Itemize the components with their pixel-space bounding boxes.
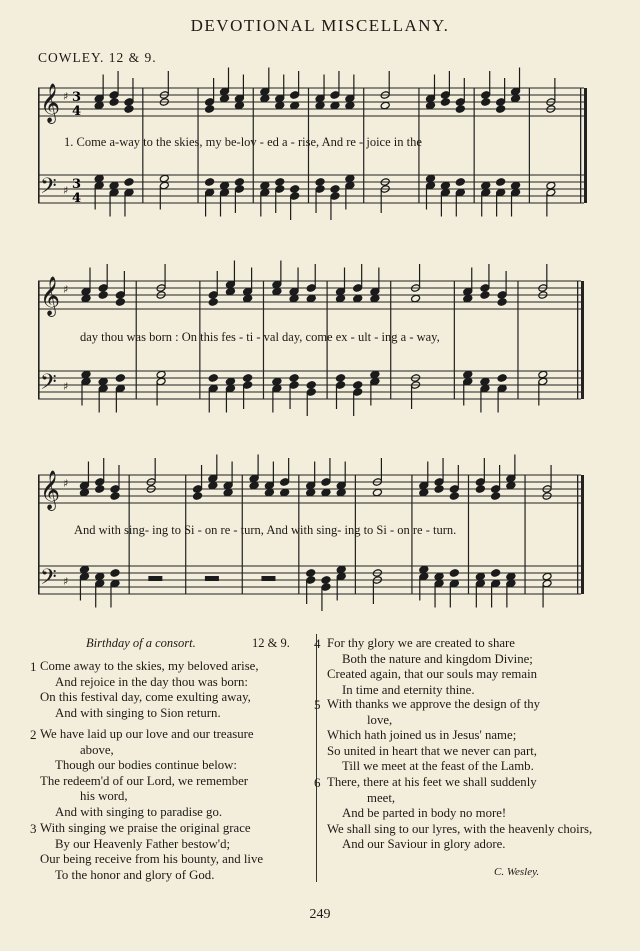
bass-clef: 𝄢 [40, 174, 57, 204]
note-head [426, 101, 436, 110]
note-head [434, 572, 444, 581]
verse-line: With thanks we approve the design of thy [327, 697, 541, 711]
note-head [330, 101, 340, 110]
verse-line: Till we meet at the feast of the Lamb. [342, 759, 534, 774]
verse-number: 1 [30, 659, 37, 674]
note-head [275, 178, 285, 187]
note-head [480, 377, 490, 386]
hymn-meter: 12 & 9. [252, 636, 290, 650]
lyric-line-3: And with sing- ing to Si - on re - turn, And with sing- ing to Si - on re - turn. [74, 523, 457, 537]
verse-3 [40, 821, 263, 883]
note-head [156, 370, 166, 379]
verse-number: 5 [314, 697, 321, 712]
treble-clef: 𝄞 [40, 470, 61, 510]
verse-number: 2 [30, 727, 37, 742]
column-divider [316, 634, 317, 882]
note-head [95, 485, 105, 494]
verse-line: To the honor and glory of God. [55, 867, 215, 882]
verse-line: Come away to the skies, my beloved arise, [40, 659, 259, 673]
svg-text:♯: ♯ [63, 90, 69, 103]
verse-1 [40, 659, 259, 721]
bass-clef: 𝄢 [40, 370, 57, 400]
verse-line: And with singing to Sion return. [55, 705, 221, 720]
verse-6 [327, 775, 592, 853]
verse-line: And with singing to paradise go. [55, 804, 223, 819]
note-head [538, 370, 548, 379]
note-head [511, 94, 521, 103]
barline [474, 88, 475, 203]
note-head [220, 94, 230, 103]
note-head [208, 298, 218, 307]
svg-text:♯: ♯ [63, 380, 69, 393]
note-head [426, 174, 436, 183]
note-head [496, 178, 506, 187]
note-head [336, 294, 346, 303]
note-head [315, 178, 325, 187]
verse-line: love, [367, 712, 393, 727]
note-head [440, 98, 450, 107]
note-head [463, 294, 473, 303]
verse-line: Created again, that our souls may remain [327, 667, 538, 682]
note-head [321, 488, 331, 497]
verse-line: We have laid up our love and our treasure [40, 727, 254, 741]
note-head [79, 565, 89, 574]
note-head [234, 101, 244, 110]
note-head [475, 485, 485, 494]
verse-5 [327, 697, 540, 775]
barline [584, 88, 587, 203]
note-head [81, 370, 91, 379]
verse-line: On this festival day, come exulting away, [40, 690, 251, 705]
note-head [455, 178, 465, 187]
note-head [260, 181, 270, 190]
note-head [353, 294, 363, 303]
barline [577, 475, 578, 594]
verse-line: Though our bodies continue below: [55, 758, 237, 773]
verse-line: Which hath joined us in Jesus' name; [327, 728, 517, 743]
verse-number: 6 [314, 775, 321, 790]
note-head [95, 572, 105, 581]
note-head [306, 381, 316, 390]
barline [581, 281, 584, 399]
note-head [94, 174, 104, 183]
verse-line: above, [80, 742, 114, 757]
note-head [272, 287, 282, 296]
note-head [225, 287, 235, 296]
note-head [370, 370, 380, 379]
verse-line: And rejoice in the day thou was born: [55, 674, 248, 689]
bass-clef: 𝄢 [40, 565, 57, 595]
note-head [463, 370, 473, 379]
note-head [243, 374, 253, 383]
svg-text:♯: ♯ [63, 477, 69, 490]
note-head [289, 374, 299, 383]
note-head [275, 101, 285, 110]
treble-clef: 𝄞 [40, 83, 61, 123]
verse-line: We shall sing to our lyres, with the heavenly choirs, [327, 821, 593, 836]
verse-line: Our being receive from his bounty, and live [40, 852, 264, 867]
barline [524, 475, 525, 594]
svg-text:3: 3 [72, 90, 82, 105]
note-head [193, 492, 203, 501]
note-head [159, 174, 169, 183]
note-head [115, 298, 125, 307]
note-head [306, 569, 316, 578]
note-head [321, 576, 331, 585]
verse-4 [327, 636, 537, 698]
note-head [411, 294, 421, 303]
note-head [98, 291, 108, 300]
barline [577, 281, 578, 399]
note-head [506, 481, 516, 490]
note-head [79, 488, 89, 497]
page-title: DEVOTIONAL MISCELLANY. [190, 16, 450, 35]
verse-line: There, there at his feet we shall suddenly [327, 775, 537, 789]
note-head [345, 101, 355, 110]
note-head [110, 492, 120, 501]
tune-name: COWLEY. 12 & 9. [38, 50, 157, 65]
verse-line: By our Heavenly Father bestow'd; [55, 836, 231, 851]
whole-rest [148, 576, 162, 581]
note-head [506, 572, 516, 581]
note-head [94, 101, 104, 110]
note-head [115, 374, 125, 383]
note-head [546, 181, 556, 190]
note-head [306, 294, 316, 303]
svg-text:♯: ♯ [63, 283, 69, 296]
note-head [260, 94, 270, 103]
note-head [336, 374, 346, 383]
note-head [542, 572, 552, 581]
note-head [440, 181, 450, 190]
verse-line: meet, [367, 790, 396, 805]
note-head [345, 174, 355, 183]
whole-rest [205, 576, 219, 581]
svg-text:4: 4 [72, 191, 82, 206]
note-head [290, 101, 300, 110]
verse-line: his word, [80, 789, 128, 804]
svg-text:4: 4 [72, 104, 82, 119]
note-head [289, 294, 299, 303]
note-head [497, 298, 507, 307]
verse-line: And be parted in body no more! [342, 806, 507, 821]
note-head [336, 488, 346, 497]
hymn-title: Birthday of a consort. [86, 636, 196, 650]
note-head [419, 488, 429, 497]
svg-text:♯: ♯ [63, 575, 69, 588]
note-head [336, 565, 346, 574]
verse-line: In time and eternity thine. [342, 682, 475, 697]
barline [468, 475, 469, 594]
note-head [223, 488, 233, 497]
note-head [110, 569, 120, 578]
note-head [370, 294, 380, 303]
note-head [124, 178, 134, 187]
note-head [419, 565, 429, 574]
note-head [449, 492, 459, 501]
note-head [491, 569, 501, 578]
note-head [497, 374, 507, 383]
page-number: 249 [309, 907, 331, 922]
verse-2 [40, 727, 254, 821]
barline [581, 475, 584, 594]
barline [529, 88, 530, 203]
note-head [124, 105, 134, 114]
note-head [81, 294, 91, 303]
note-head [249, 481, 259, 490]
note-head [481, 98, 491, 107]
verse-line: For thy glory we are created to share [327, 636, 515, 650]
note-head [481, 181, 491, 190]
note-head [109, 181, 119, 190]
note-head [511, 181, 521, 190]
barline [454, 281, 455, 399]
note-head [330, 185, 340, 194]
note-head [380, 101, 390, 110]
note-head [220, 181, 230, 190]
note-head [243, 294, 253, 303]
treble-clef: 𝄞 [40, 276, 61, 316]
verse-line: So united in heart that we never can part, [327, 743, 538, 758]
note-head [98, 377, 108, 386]
lyric-line-1: 1. Come a-way to the skies, my be-lov - ed a - rise, And re - joice in the [64, 135, 422, 149]
svg-text:3: 3 [72, 177, 82, 192]
verse-number: 3 [30, 821, 37, 836]
note-head [496, 105, 506, 114]
lyric-line-2: day thou was born : On this fes - ti - val day, come ex - ult - ing a - way, [80, 330, 440, 344]
note-head [372, 488, 382, 497]
note-head [205, 105, 215, 114]
note-head [280, 488, 290, 497]
note-head [264, 488, 274, 497]
note-head [480, 291, 490, 300]
verse-line: Both the nature and kingdom Divine; [342, 651, 533, 666]
note-head [234, 178, 244, 187]
verse-number: 4 [314, 636, 321, 651]
note-head [475, 572, 485, 581]
whole-rest [261, 576, 275, 581]
verse-line: And our Saviour in glory adore. [342, 837, 506, 852]
note-head [491, 492, 501, 501]
note-head [306, 488, 316, 497]
note-head [353, 381, 363, 390]
hymn-author: C. Wesley. [494, 866, 540, 878]
note-head [272, 377, 282, 386]
note-head [109, 98, 119, 107]
note-head [455, 105, 465, 114]
verse-line: The redeem'd of our Lord, we remember [40, 773, 249, 788]
verse-line: With singing we praise the original grace [40, 821, 251, 835]
note-head [315, 101, 325, 110]
note-head [225, 377, 235, 386]
note-head [434, 485, 444, 494]
note-head [449, 569, 459, 578]
note-head [290, 185, 300, 194]
barline [517, 281, 518, 399]
svg-text:♯: ♯ [63, 184, 69, 197]
note-head [208, 481, 218, 490]
note-head [205, 178, 215, 187]
note-head [208, 374, 218, 383]
barline [580, 88, 581, 203]
